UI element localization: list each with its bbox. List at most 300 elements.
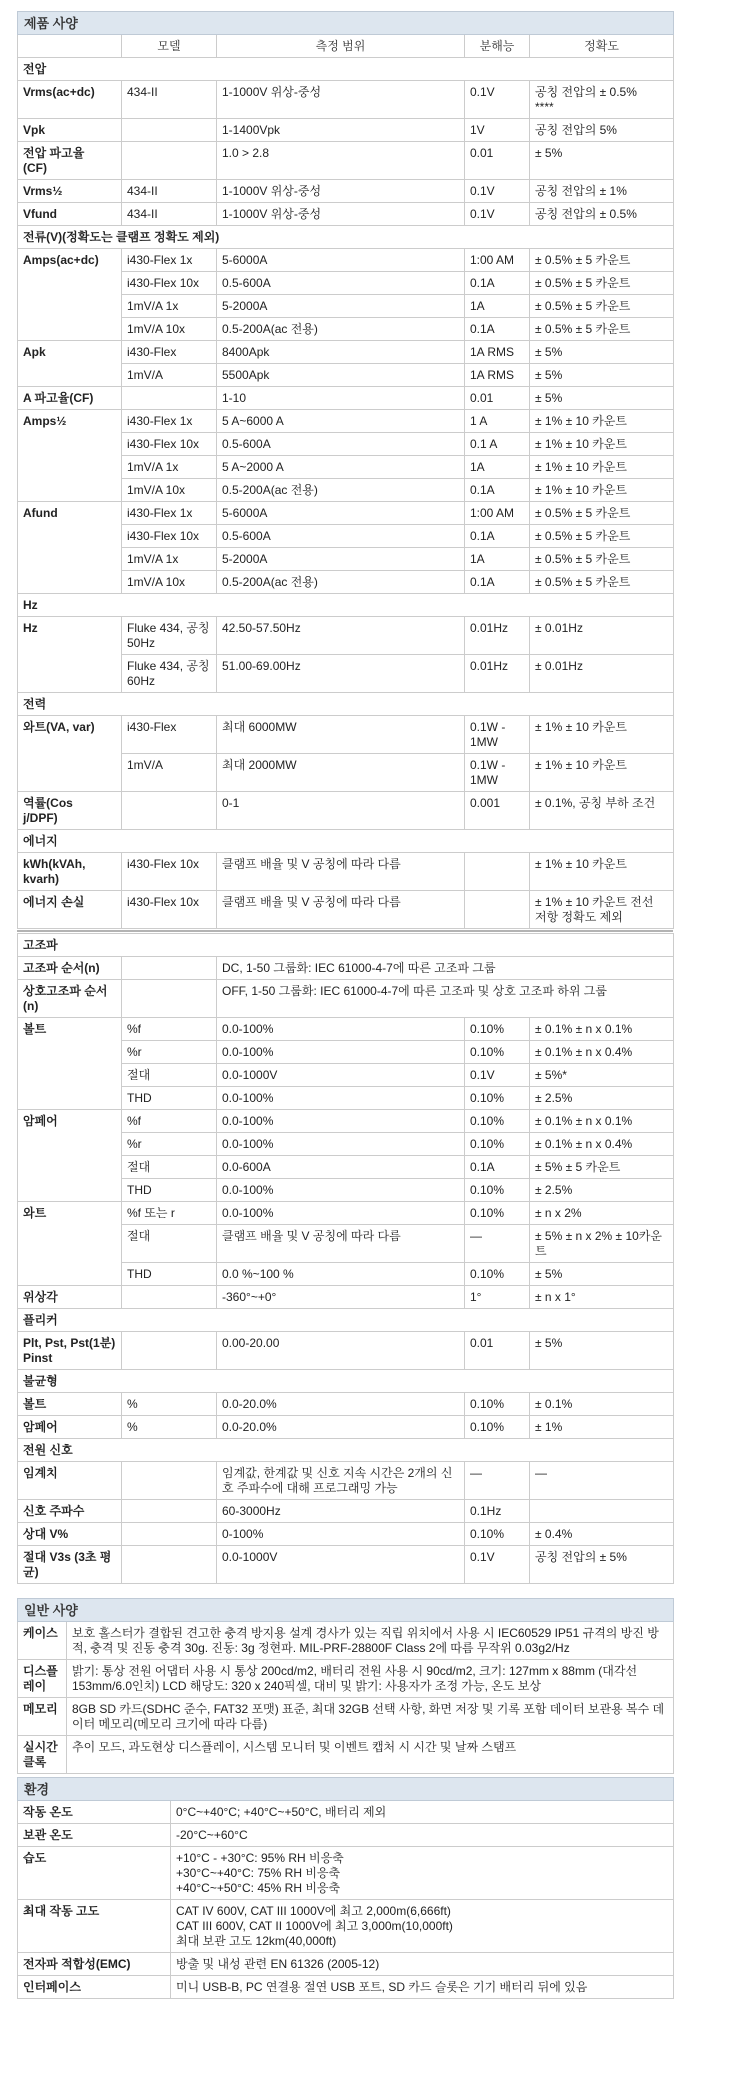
section-title: Hz xyxy=(18,594,674,617)
spec-value: 추이 모드, 과도현상 디스플레이, 시스템 모니터 및 이벤트 캡처 시 시간 및 날짜 스탬프 xyxy=(67,1736,674,1774)
resolution-cell: 0.10% xyxy=(465,1018,530,1041)
parameter-label: kWh(kVAh, kvarh) xyxy=(18,853,122,891)
parameter-label: Vrms(ac+dc) xyxy=(18,81,122,119)
resolution-cell: 0.1V xyxy=(465,1546,530,1584)
header-parameter xyxy=(18,35,122,58)
range-cell: 1.0 > 2.8 xyxy=(217,142,465,180)
spec-row xyxy=(18,502,674,525)
header-range: 측정 범위 xyxy=(217,35,465,58)
spec-row xyxy=(18,142,674,180)
range-cell: 최대 2000MW xyxy=(217,754,465,792)
accuracy-cell: ± 0.5% ± 5 카운트 xyxy=(530,249,674,272)
spec-row xyxy=(18,1801,674,1824)
parameter-label: 절대 V3s (3초 평균) xyxy=(18,1546,122,1584)
spec-label: 실시간 클록 xyxy=(18,1736,67,1774)
range-cell: 5-2000A xyxy=(217,548,465,571)
range-cell: 60-3000Hz xyxy=(217,1500,465,1523)
model-cell: i430-Flex 1x xyxy=(122,502,217,525)
range-cell: 0.0-1000V xyxy=(217,1064,465,1087)
spec-value: -20°C~+60°C xyxy=(171,1824,674,1847)
accuracy-cell: ± 0.1% ± n x 0.4% xyxy=(530,1133,674,1156)
parameter-label: 와트(VA, var) xyxy=(18,716,122,792)
harmonics-spec-table xyxy=(17,933,674,1584)
parameter-label: 암페어 xyxy=(18,1416,122,1439)
model-cell: 434-II xyxy=(122,81,217,119)
accuracy-cell: ± 1% ± 10 카운트 xyxy=(530,433,674,456)
spec-value: +10°C - +30°C: 95% RH 비응축 +30°C~+40°C: 75% RH 비응축 +40°C~+50°C: 45% RH 비응축 xyxy=(171,1847,674,1900)
section-row xyxy=(18,58,674,81)
spec-label: 습도 xyxy=(18,1847,171,1900)
range-cell: DC, 1-50 그룹화: IEC 61000-4-7에 따른 고조파 그룹 xyxy=(217,957,674,980)
range-cell: 클램프 배율 및 V 공칭에 따라 다름 xyxy=(217,853,465,891)
range-cell: 0.0-100% xyxy=(217,1041,465,1064)
spec-row xyxy=(18,1416,674,1439)
range-cell: 5 A~6000 A xyxy=(217,410,465,433)
spec-row xyxy=(18,249,674,272)
table-separator xyxy=(17,930,673,932)
spec-row xyxy=(18,1462,674,1500)
model-cell: % xyxy=(122,1416,217,1439)
range-cell: 5-6000A xyxy=(217,502,465,525)
resolution-cell: 0.1A xyxy=(465,318,530,341)
spec-row xyxy=(18,1953,674,1976)
spec-row xyxy=(18,1523,674,1546)
resolution-cell: 0.10% xyxy=(465,1523,530,1546)
spec-value: 미니 USB-B, PC 연결용 절연 USB 포트, SD 카드 슬롯은 기기 배터리 뒤에 있음 xyxy=(171,1976,674,1999)
model-cell: THD xyxy=(122,1087,217,1110)
model-cell xyxy=(122,387,217,410)
resolution-cell: 1V xyxy=(465,119,530,142)
accuracy-cell: ± 0.1%, 공칭 부하 조건 xyxy=(530,792,674,830)
product-spec-body xyxy=(18,12,674,929)
resolution-cell: 0.01Hz xyxy=(465,655,530,693)
section-row xyxy=(18,594,674,617)
spec-row xyxy=(18,1900,674,1953)
accuracy-cell: 공칭 전압의 ± 5% xyxy=(530,1546,674,1584)
accuracy-cell: ± 5% xyxy=(530,142,674,180)
parameter-label: Vrms½ xyxy=(18,180,122,203)
spec-value: CAT IV 600V, CAT III 1000V에 최고 2,000m(6,666ft) CAT III 600V, CAT II 1000V에 최고 3,000m(10,000ft) 최대 보관 고도 12km(40,000ft) xyxy=(171,1900,674,1953)
accuracy-cell: ± 0.1% ± n x 0.1% xyxy=(530,1018,674,1041)
range-cell: 1-1000V 위상-중성 xyxy=(217,180,465,203)
range-cell: 42.50-57.50Hz xyxy=(217,617,465,655)
resolution-cell: 1 A xyxy=(465,410,530,433)
resolution-cell: 0.1A xyxy=(465,272,530,295)
resolution-cell: 0.10% xyxy=(465,1133,530,1156)
accuracy-cell: ± 5%* xyxy=(530,1064,674,1087)
accuracy-cell: ± 2.5% xyxy=(530,1087,674,1110)
parameter-label: 볼트 xyxy=(18,1018,122,1110)
range-cell: 클램프 배율 및 V 공칭에 따라 다름 xyxy=(217,1225,465,1263)
model-cell xyxy=(122,792,217,830)
range-cell: 0.0-100% xyxy=(217,1018,465,1041)
environment-table xyxy=(17,1777,674,1999)
resolution-cell: 0.01 xyxy=(465,1332,530,1370)
accuracy-cell: 공칭 전압의 ± 1% xyxy=(530,180,674,203)
resolution-cell: 0.10% xyxy=(465,1041,530,1064)
parameter-label: 위상각 xyxy=(18,1286,122,1309)
accuracy-cell: ± 1% ± 10 카운트 xyxy=(530,410,674,433)
model-cell xyxy=(122,980,217,1018)
range-cell: 0.0 %~100 % xyxy=(217,1263,465,1286)
model-cell: THD xyxy=(122,1179,217,1202)
resolution-cell: 1A xyxy=(465,548,530,571)
model-cell: Fluke 434, 공칭 60Hz xyxy=(122,655,217,693)
model-cell: i430-Flex xyxy=(122,716,217,754)
accuracy-cell: ± 0.01Hz xyxy=(530,617,674,655)
range-cell: 1-10 xyxy=(217,387,465,410)
resolution-cell: 0.01 xyxy=(465,387,530,410)
model-cell: % xyxy=(122,1393,217,1416)
model-cell: THD xyxy=(122,1263,217,1286)
product-spec-title: 제품 사양 xyxy=(18,12,674,35)
resolution-cell: 0.1A xyxy=(465,525,530,548)
model-cell xyxy=(122,142,217,180)
resolution-cell: 1:00 AM xyxy=(465,502,530,525)
resolution-cell: 0.1W - 1MW xyxy=(465,716,530,754)
section-title: 전압 xyxy=(18,58,674,81)
range-cell: 5 A~2000 A xyxy=(217,456,465,479)
accuracy-cell: ± 1% ± 10 카운트 xyxy=(530,716,674,754)
range-cell: 임계값, 한계값 및 신호 지속 시간은 2개의 신호 주파수에 대해 프로그래밍 가능 xyxy=(217,1462,465,1500)
resolution-cell: 0.10% xyxy=(465,1202,530,1225)
general-spec-body xyxy=(18,1599,674,1774)
range-cell: 1-1000V 위상-중성 xyxy=(217,203,465,226)
accuracy-cell: ± 1% ± 10 카운트 xyxy=(530,479,674,502)
range-cell: 1-1000V 위상-중성 xyxy=(217,81,465,119)
spec-row xyxy=(18,1332,674,1370)
model-cell: %r xyxy=(122,1041,217,1064)
model-cell: Fluke 434, 공칭 50Hz xyxy=(122,617,217,655)
accuracy-cell: ± 0.1% ± n x 0.1% xyxy=(530,1110,674,1133)
parameter-label: 역률(Cos j/DPF) xyxy=(18,792,122,830)
resolution-cell: 0.10% xyxy=(465,1087,530,1110)
spec-row xyxy=(18,1622,674,1660)
range-cell: 0.5-200A(ac 전용) xyxy=(217,479,465,502)
accuracy-cell: ± 0.5% ± 5 카운트 xyxy=(530,295,674,318)
accuracy-cell: ± 0.5% ± 5 카운트 xyxy=(530,502,674,525)
resolution-cell: 1A RMS xyxy=(465,364,530,387)
model-cell: 1mV/A 1x xyxy=(122,456,217,479)
resolution-cell: 0.001 xyxy=(465,792,530,830)
section-row xyxy=(18,1439,674,1462)
range-cell: 0.0-100% xyxy=(217,1133,465,1156)
accuracy-cell: ± 0.5% ± 5 카운트 xyxy=(530,571,674,594)
parameter-label: Plt, Pst, Pst(1분) Pinst xyxy=(18,1332,122,1370)
table-title-row xyxy=(18,12,674,35)
accuracy-cell: ± 1% ± 10 카운트 xyxy=(530,853,674,891)
accuracy-cell: ± 5% xyxy=(530,364,674,387)
model-cell xyxy=(122,1286,217,1309)
model-cell: 434-II xyxy=(122,203,217,226)
spec-value: 0°C~+40°C; +40°C~+50°C, 배터리 제외 xyxy=(171,1801,674,1824)
model-cell xyxy=(122,1462,217,1500)
resolution-cell: 0.10% xyxy=(465,1416,530,1439)
spec-value: 방출 및 내성 관련 EN 61326 (2005-12) xyxy=(171,1953,674,1976)
model-cell: i430-Flex 10x xyxy=(122,525,217,548)
spec-row xyxy=(18,1110,674,1133)
resolution-cell: 0.1A xyxy=(465,1156,530,1179)
range-cell: 51.00-69.00Hz xyxy=(217,655,465,693)
spec-row xyxy=(18,1393,674,1416)
range-cell: 8400Apk xyxy=(217,341,465,364)
spec-row xyxy=(18,203,674,226)
spec-row xyxy=(18,716,674,754)
spec-label: 메모리 xyxy=(18,1698,67,1736)
accuracy-cell: ± 1% ± 10 카운트 xyxy=(530,754,674,792)
parameter-label: 임계치 xyxy=(18,1462,122,1500)
accuracy-cell: ± 1% xyxy=(530,1416,674,1439)
accuracy-cell: ± 0.1% xyxy=(530,1393,674,1416)
accuracy-cell: ± 0.5% ± 5 카운트 xyxy=(530,318,674,341)
spec-row xyxy=(18,1546,674,1584)
spec-row xyxy=(18,1202,674,1225)
resolution-cell: 0.1 A xyxy=(465,433,530,456)
section-row xyxy=(18,693,674,716)
general-spec-table xyxy=(17,1598,674,1774)
parameter-label: 신호 주파수 xyxy=(18,1500,122,1523)
spec-page xyxy=(17,11,673,1999)
section-title: 에너지 xyxy=(18,830,674,853)
accuracy-cell: 공칭 전압의 ± 0.5% xyxy=(530,203,674,226)
spec-label: 보관 온도 xyxy=(18,1824,171,1847)
spec-label: 인터페이스 xyxy=(18,1976,171,1999)
spec-row xyxy=(18,853,674,891)
model-cell: i430-Flex 10x xyxy=(122,433,217,456)
spec-row xyxy=(18,1660,674,1698)
resolution-cell: 0.10% xyxy=(465,1263,530,1286)
parameter-label: 에너지 손실 xyxy=(18,891,122,929)
accuracy-cell: 공칭 전압의 5% xyxy=(530,119,674,142)
spec-row xyxy=(18,891,674,929)
header-accuracy: 정확도 xyxy=(530,35,674,58)
model-cell xyxy=(122,1546,217,1584)
product-spec-table xyxy=(17,11,674,929)
environment-body xyxy=(18,1778,674,1999)
resolution-cell: 0.1V xyxy=(465,1064,530,1087)
column-header-row xyxy=(18,35,674,58)
range-cell: 0-1 xyxy=(217,792,465,830)
resolution-cell: 0.10% xyxy=(465,1179,530,1202)
section-title: 플리커 xyxy=(18,1309,674,1332)
model-cell: i430-Flex 1x xyxy=(122,410,217,433)
resolution-cell xyxy=(465,891,530,929)
accuracy-cell: ± 5% ± n x 2% ± 10카운트 xyxy=(530,1225,674,1263)
spec-row xyxy=(18,341,674,364)
spec-label: 작동 온도 xyxy=(18,1801,171,1824)
parameter-label: Vpk xyxy=(18,119,122,142)
resolution-cell: 0.10% xyxy=(465,1393,530,1416)
table-title-row xyxy=(18,1778,674,1801)
range-cell: 0.00-20.00 xyxy=(217,1332,465,1370)
accuracy-cell: ± 5% xyxy=(530,1263,674,1286)
parameter-label: 상호고조파 순서(n) xyxy=(18,980,122,1018)
accuracy-cell: ± n x 2% xyxy=(530,1202,674,1225)
model-cell: 1mV/A xyxy=(122,364,217,387)
resolution-cell: 0.01Hz xyxy=(465,617,530,655)
range-cell: 0.0-600A xyxy=(217,1156,465,1179)
range-cell: 0.0-1000V xyxy=(217,1546,465,1584)
range-cell: 0.0-100% xyxy=(217,1110,465,1133)
model-cell: i430-Flex 10x xyxy=(122,891,217,929)
resolution-cell: 0.1A xyxy=(465,571,530,594)
section-row xyxy=(18,1370,674,1393)
model-cell: %f xyxy=(122,1018,217,1041)
spec-label: 전자파 적합성(EMC) xyxy=(18,1953,171,1976)
parameter-label: Amps(ac+dc) xyxy=(18,249,122,341)
section-title: 불균형 xyxy=(18,1370,674,1393)
spec-row xyxy=(18,957,674,980)
model-cell: 434-II xyxy=(122,180,217,203)
general-spec-title: 일반 사양 xyxy=(18,1599,674,1622)
resolution-cell: 0.1V xyxy=(465,81,530,119)
model-cell: 1mV/A 10x xyxy=(122,318,217,341)
model-cell: 절대 xyxy=(122,1225,217,1263)
section-row xyxy=(18,830,674,853)
range-cell: 0.5-600A xyxy=(217,433,465,456)
accuracy-cell: ± 5% xyxy=(530,387,674,410)
resolution-cell: 0.1V xyxy=(465,203,530,226)
spec-row xyxy=(18,1847,674,1900)
spec-row xyxy=(18,410,674,433)
resolution-cell: 0.01 xyxy=(465,142,530,180)
accuracy-cell: ± 0.1% ± n x 0.4% xyxy=(530,1041,674,1064)
spec-row xyxy=(18,119,674,142)
spec-label: 최대 작동 고도 xyxy=(18,1900,171,1953)
accuracy-cell: ± 5% xyxy=(530,1332,674,1370)
resolution-cell: 1A RMS xyxy=(465,341,530,364)
resolution-cell: 0.1Hz xyxy=(465,1500,530,1523)
model-cell: 절대 xyxy=(122,1156,217,1179)
parameter-label: 와트 xyxy=(18,1202,122,1286)
spec-row xyxy=(18,387,674,410)
range-cell: 최대 6000MW xyxy=(217,716,465,754)
range-cell: 0.5-600A xyxy=(217,525,465,548)
range-cell: 1-1400Vpk xyxy=(217,119,465,142)
accuracy-cell: ± 1% ± 10 카운트 xyxy=(530,456,674,479)
spec-value: 보호 홀스터가 결합된 견고한 충격 방지용 설계 경사가 있는 직립 위치에서 사용 시 IEC60529 IP51 규격의 방진 방적, 충격 및 진동 충격 30g. 진동: 3g 정현파. MIL-PRF-28800F Class 2에 따름 무작위 0.03g2/Hz xyxy=(67,1622,674,1660)
spec-row xyxy=(18,792,674,830)
model-cell: 절대 xyxy=(122,1064,217,1087)
spec-row xyxy=(18,1698,674,1736)
parameter-label: 전압 파고율 (CF) xyxy=(18,142,122,180)
range-cell: 5500Apk xyxy=(217,364,465,387)
model-cell: 1mV/A 1x xyxy=(122,548,217,571)
model-cell: 1mV/A 10x xyxy=(122,571,217,594)
parameter-label: 암페어 xyxy=(18,1110,122,1202)
resolution-cell: — xyxy=(465,1225,530,1263)
spec-row xyxy=(18,1286,674,1309)
range-cell: 0.0-20.0% xyxy=(217,1416,465,1439)
spec-row xyxy=(18,1824,674,1847)
environment-title: 환경 xyxy=(18,1778,674,1801)
range-cell: 0.5-600A xyxy=(217,272,465,295)
parameter-label: Amps½ xyxy=(18,410,122,502)
section-row xyxy=(18,226,674,249)
range-cell: 0.5-200A(ac 전용) xyxy=(217,571,465,594)
parameter-label: Afund xyxy=(18,502,122,594)
model-cell xyxy=(122,1523,217,1546)
range-cell: OFF, 1-50 그룹화: IEC 61000-4-7에 따른 고조파 및 상호 고조파 하위 그룹 xyxy=(217,980,674,1018)
spec-label: 케이스 xyxy=(18,1622,67,1660)
accuracy-cell: ± 5% xyxy=(530,341,674,364)
accuracy-cell: ± 2.5% xyxy=(530,1179,674,1202)
parameter-label: 볼트 xyxy=(18,1393,122,1416)
model-cell: 1mV/A 10x xyxy=(122,479,217,502)
model-cell: i430-Flex 10x xyxy=(122,853,217,891)
model-cell: %f 또는 r xyxy=(122,1202,217,1225)
resolution-cell: 0.1A xyxy=(465,479,530,502)
parameter-label: A 파고율(CF) xyxy=(18,387,122,410)
range-cell: 0.0-100% xyxy=(217,1179,465,1202)
section-title: 전원 신호 xyxy=(18,1439,674,1462)
model-cell: 1mV/A 1x xyxy=(122,295,217,318)
resolution-cell: 1A xyxy=(465,295,530,318)
spec-row xyxy=(18,1018,674,1041)
resolution-cell: 0.1W - 1MW xyxy=(465,754,530,792)
header-model: 모델 xyxy=(122,35,217,58)
range-cell: 클램프 배율 및 V 공칭에 따라 다름 xyxy=(217,891,465,929)
model-cell: i430-Flex 1x xyxy=(122,249,217,272)
range-cell: 5-2000A xyxy=(217,295,465,318)
resolution-cell: 1A xyxy=(465,456,530,479)
accuracy-cell: ± 0.4% xyxy=(530,1523,674,1546)
model-cell xyxy=(122,1332,217,1370)
resolution-cell: 1:00 AM xyxy=(465,249,530,272)
range-cell: 5-6000A xyxy=(217,249,465,272)
range-cell: 0.0-100% xyxy=(217,1202,465,1225)
accuracy-cell xyxy=(530,1500,674,1523)
section-title: 고조파 xyxy=(18,934,674,957)
section-title: 전력 xyxy=(18,693,674,716)
resolution-cell: 0.1V xyxy=(465,180,530,203)
section-row xyxy=(18,1309,674,1332)
section-row xyxy=(18,934,674,957)
resolution-cell: 1° xyxy=(465,1286,530,1309)
accuracy-cell: ± 0.5% ± 5 카운트 xyxy=(530,272,674,295)
spec-row xyxy=(18,1500,674,1523)
resolution-cell: — xyxy=(465,1462,530,1500)
model-cell: i430-Flex xyxy=(122,341,217,364)
model-cell: %r xyxy=(122,1133,217,1156)
range-cell: 0.0-100% xyxy=(217,1087,465,1110)
range-cell: 0.0-20.0% xyxy=(217,1393,465,1416)
harmonics-spec-body xyxy=(18,934,674,1584)
accuracy-cell: 공칭 전압의 ± 0.5% **** xyxy=(530,81,674,119)
model-cell: i430-Flex 10x xyxy=(122,272,217,295)
parameter-label: Vfund xyxy=(18,203,122,226)
range-cell: 0-100% xyxy=(217,1523,465,1546)
spec-row xyxy=(18,180,674,203)
model-cell xyxy=(122,957,217,980)
model-cell: 1mV/A xyxy=(122,754,217,792)
resolution-cell xyxy=(465,853,530,891)
spec-value: 밝기: 통상 전원 어댑터 사용 시 통상 200cd/m2, 배터리 전원 사용 시 90cd/m2, 크기: 127mm x 88mm (대각선 153mm/6.0인치) LCD 해당도: 320 x 240픽셀, 대비 및 밝기: 사용자가 조정 가능, 온도 보상 xyxy=(67,1660,674,1698)
spacer xyxy=(17,1584,673,1598)
parameter-label: 고조파 순서(n) xyxy=(18,957,122,980)
accuracy-cell: ± n x 1° xyxy=(530,1286,674,1309)
spec-row xyxy=(18,617,674,655)
accuracy-cell: ± 0.5% ± 5 카운트 xyxy=(530,548,674,571)
spec-label: 디스플레이 xyxy=(18,1660,67,1698)
spec-row xyxy=(18,980,674,1018)
accuracy-cell: ± 0.01Hz xyxy=(530,655,674,693)
resolution-cell: 0.10% xyxy=(465,1110,530,1133)
model-cell: %f xyxy=(122,1110,217,1133)
range-cell: -360°~+0° xyxy=(217,1286,465,1309)
accuracy-cell: ± 1% ± 10 카운트 전선 저항 정확도 제외 xyxy=(530,891,674,929)
model-cell xyxy=(122,1500,217,1523)
